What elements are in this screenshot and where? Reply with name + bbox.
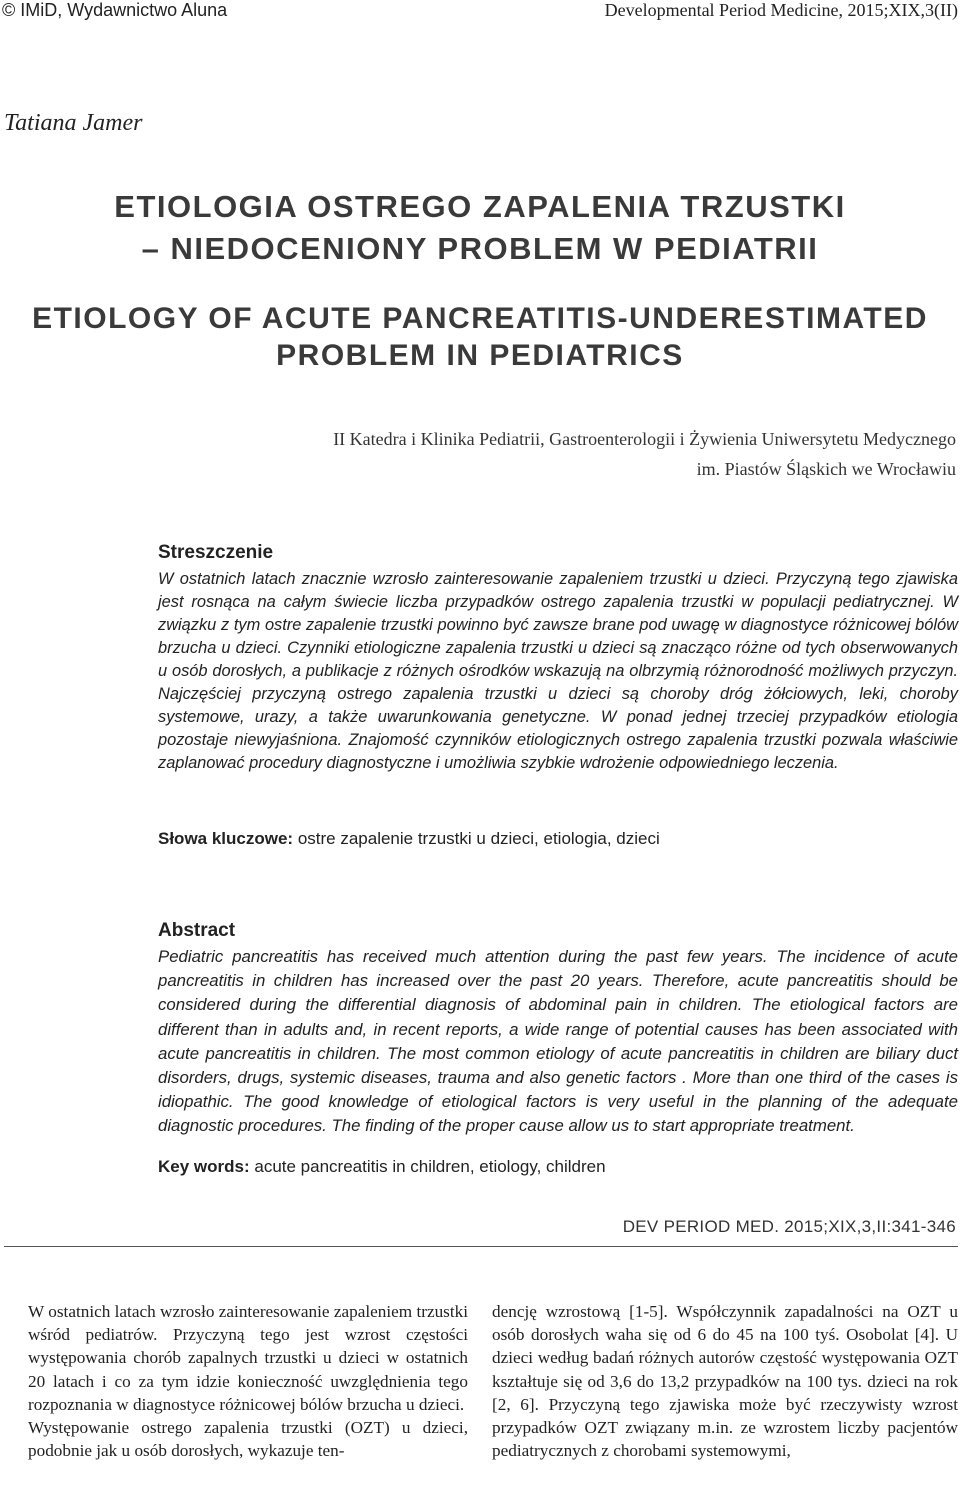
body-paragraph: Występowanie ostrego zapalenia trzustki (OZT) u dzieci, podobnie jak u osób dorosłych, wykazuje ten-	[28, 1418, 468, 1461]
body-column-left	[28, 1300, 468, 1462]
header-journal: Developmental Period Medicine, 2015;XIX,3(II)	[604, 0, 958, 20]
streszczenie-heading: Streszczenie	[158, 542, 274, 563]
divider-rule	[4, 1246, 958, 1247]
streszczenie-body: W ostatnich latach znacznie wzrosło zainteresowanie zapaleniem trzustki u dzieci. Przyczyną tego zjawiska jest rosnąca na całym świecie liczba przypadków ostrego zapalenia trzustki w populacji pediatrycznej. W związku z tym ostre zapalenie trzustki powinno być zawsze brane pod uwagę w diagnostyce różnicowej bólów brzucha u dzieci. Czynniki etiologiczne zapalenia trzustki u dzieci są znacząco różne od tych obserwowanych u osób dorosłych, a publikacje z różnych ośrodków wskazują na olbrzymią różnorodność możliwych przyczyn. Najczęściej przyczyną ostrego zapalenia trzustki u dzieci są choroby dróg żółciowych, leki, choroby systemowe, urazy, a także uwarunkowania genetyczne. W ponad jednej trzeciej przypadków etiologia pozostaje niewyjaśniona. Znajomość czynników etiologicznych ostrego zapalenia trzustki pozwala właściwie zaplanować procedury diagnostyczne i umożliwia szybkie wdrożenie odpowiedniego leczenia.	[158, 570, 958, 772]
title-english: ETIOLOGY OF ACUTE PANCREATITIS-UNDERESTIMATED PROBLEM IN PEDIATRICS	[32, 302, 928, 372]
slowa-kluczowe-label: Słowa kluczowe:	[158, 829, 294, 848]
abstract-body: Pediatric pancreatitis has received much attention during the past few years. The incidence of acute pancreatitis in children has increased over the past 20 years. Therefore, acute pancreatitis should be considered during the differential diagnosis of abdominal pain in children. The etiological factors are different than in adults and, in recent reports, a wide range of potential causes has been associated with acute pancreatitis in children. The most common etiology of acute pancreatitis in children are biliary duct disorders, drugs, systemic diseases, trauma and also genetic factors . More than one third of the cases is idiopathic. The good knowledge of etiological factors is very useful in the planning of the adequate diagnostic procedures. The finding of the proper cause allow us to start appropriate treatment.	[158, 947, 958, 1136]
key-words	[158, 1157, 958, 1177]
body-column-right	[492, 1300, 958, 1462]
citation: DEV PERIOD MED. 2015;XIX,3,II:341-346	[622, 1217, 956, 1236]
header-publisher: © IMiD, Wydawnictwo Aluna	[2, 0, 228, 20]
title-polish: ETIOLOGIA OSTREGO ZAPALENIA TRZUSTKI – NIEDOCENIONY PROBLEM W PEDIATRII	[114, 189, 846, 266]
abstract-heading: Abstract	[158, 920, 236, 941]
author-name: Tatiana Jamer	[4, 110, 143, 136]
key-words-text: acute pancreatitis in children, etiology, children	[249, 1157, 606, 1176]
body-paragraph: dencję wzrostową [1-5]. Współczynnik zapadalności na OZT u osób dorosłych waha się od 6 do 45 na 100 tyś. Osobolat [4]. U dzieci według badań różnych autorów częstość występowania OZT kształtuje się od 3,6 do 13,2 przypadków na 100 tys. dzieci na rok [2, 6]. Przyczyną tego zjawiska może być rzeczywisty wzrost przypadków OZT związany m.in. ze wzrostem liczby pacjentów pediatrycznych z chorobami systemowymi,	[492, 1302, 958, 1461]
key-words-label: Key words:	[158, 1157, 250, 1176]
slowa-kluczowe-text: ostre zapalenie trzustki u dzieci, etiologia, dzieci	[293, 829, 660, 848]
slowa-kluczowe	[158, 829, 958, 849]
body-paragraph: W ostatnich latach wzrosło zainteresowanie zapaleniem trzustki wśród pediatrów. Przyczyną tego jest wzrost częstości występowania chorób zapalnych trzustki u dzieci w ostatnich 20 latach i co za tym idzie konieczność uwzględnienia tego rozpoznania w diagnostyce różnicowej bólów brzucha u dzieci.	[28, 1302, 468, 1414]
affiliation: II Katedra i Klinika Pediatrii, Gastroenterologii i Żywienia Uniwersytetu Medycznego im. Piastów Śląskich we Wrocławiu	[333, 429, 956, 479]
